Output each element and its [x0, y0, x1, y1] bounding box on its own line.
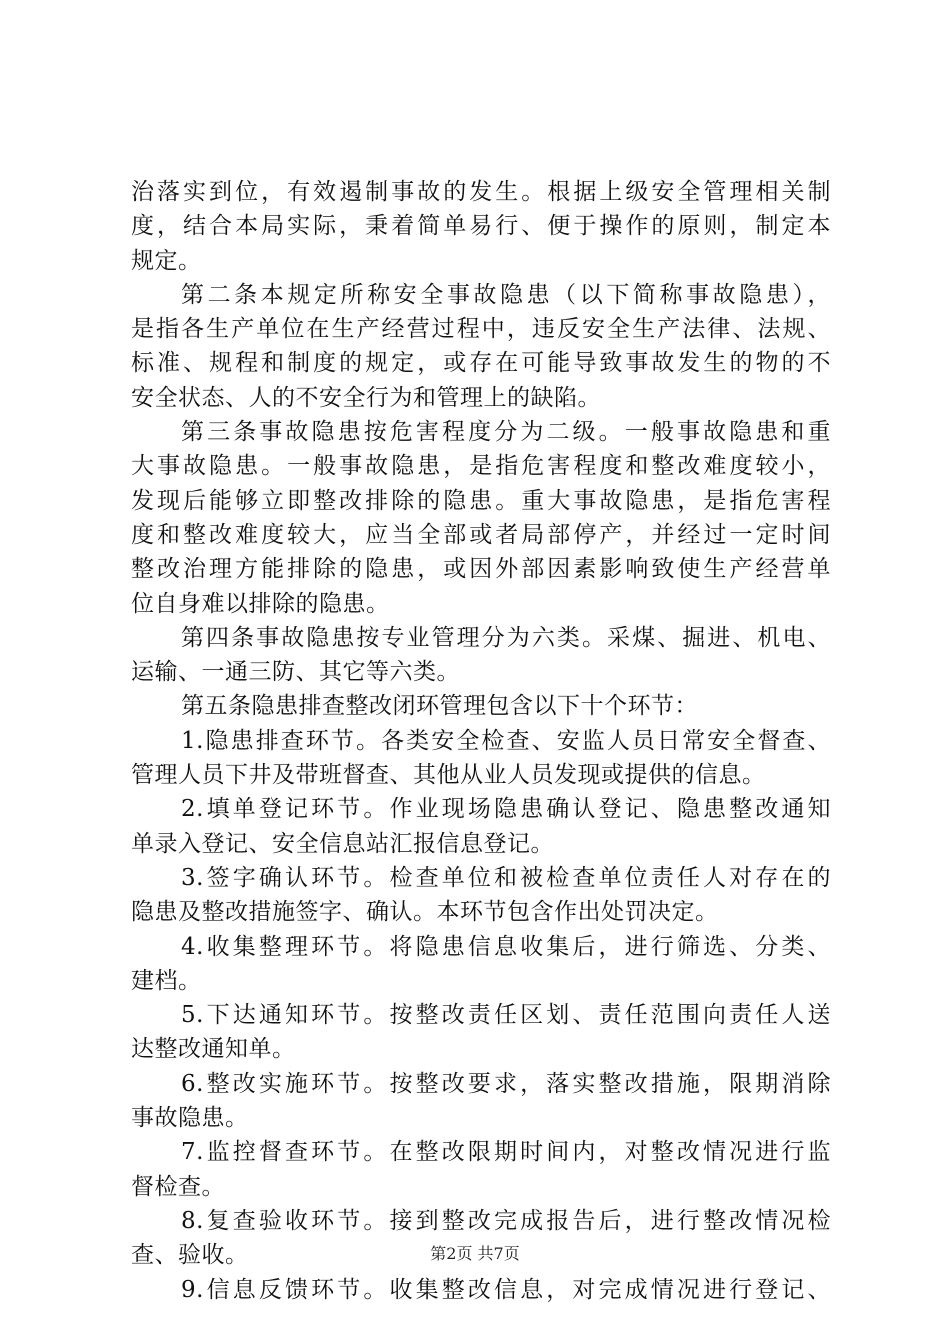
text-line: 第三条事故隐患按危害程度分为二级。一般事故隐患和重 [181, 419, 831, 446]
text-line: 达整改通知单。 [131, 1036, 296, 1063]
text-line: 是指各生产单位在生产经营过程中，违反安全生产法律、法规、 [131, 316, 831, 343]
text-line: 9.信息反馈环节。收集整改信息，对完成情况进行登记、 [181, 1276, 831, 1303]
text-line: 单录入登记、安全信息站汇报信息登记。 [131, 830, 554, 857]
text-line: 规定。 [131, 247, 202, 274]
page-footer: 第2页 共7页 [430, 1244, 520, 1263]
text-line: 隐患及整改措施签字、确认。本环节包含作出处罚决定。 [131, 899, 719, 926]
text-line: 4.收集整理环节。将隐患信息收集后，进行筛选、分类、 [181, 933, 831, 960]
text-line: 8.复查验收环节。接到整改完成报告后，进行整改情况检 [181, 1207, 831, 1234]
text-line: 位自身难以排除的隐患。 [131, 590, 390, 617]
text-line: 5.下达通知环节。按整改责任区划、责任范围向责任人送 [181, 1002, 831, 1029]
text-line: 标准、规程和制度的规定，或存在可能导致事故发生的物的不 [131, 350, 831, 377]
text-line: 运输、一通三防、其它等六类。 [131, 659, 460, 686]
text-line: 第五条隐患排查整改闭环管理包含以下十个环节： [181, 693, 698, 720]
document-body [131, 175, 831, 1307]
text-line: 建档。 [131, 967, 202, 994]
text-line: 1.隐患排查环节。各类安全检查、安监人员日常安全督查、 [181, 727, 831, 754]
text-line: 2.填单登记环节。作业现场隐患确认登记、隐患整改通知 [181, 796, 831, 823]
text-line: 度和整改难度较大，应当全部或者局部停产，并经过一定时间 [131, 521, 831, 548]
text-line: 安全状态、人的不安全行为和管理上的缺陷。 [131, 384, 601, 411]
text-line: 度，结合本局实际，秉着简单易行、便于操作的原则，制定本 [131, 213, 831, 240]
text-line: 大事故隐患。一般事故隐患，是指危害程度和整改难度较小， [131, 453, 831, 480]
text-line: 治落实到位，有效遏制事故的发生。根据上级安全管理相关制 [131, 179, 831, 205]
text-line: 督检查。 [131, 1173, 225, 1200]
text-line: 第四条事故隐患按专业管理分为六类。采煤、掘进、机电、 [181, 624, 831, 651]
text-line: 6.整改实施环节。按整改要求，落实整改措施，限期消除 [181, 1070, 831, 1097]
text-line: 发现后能够立即整改排除的隐患。重大事故隐患，是指危害程 [131, 487, 831, 514]
text-line: 7.监控督查环节。在整改限期时间内，对整改情况进行监 [181, 1139, 831, 1166]
text-line: 查、验收。 [131, 1242, 249, 1269]
text-line: 第二条本规定所称安全事故隐患（以下简称事故隐患）， [181, 281, 831, 308]
text-line: 管理人员下井及带班督查、其他从业人员发现或提供的信息。 [131, 762, 766, 789]
text-line: 3.签字确认环节。检查单位和被检查单位责任人对存在的 [181, 864, 831, 891]
text-line: 事故隐患。 [131, 1105, 249, 1132]
text-line: 整改治理方能排除的隐患，或因外部因素影响致使生产经营单 [131, 556, 831, 583]
